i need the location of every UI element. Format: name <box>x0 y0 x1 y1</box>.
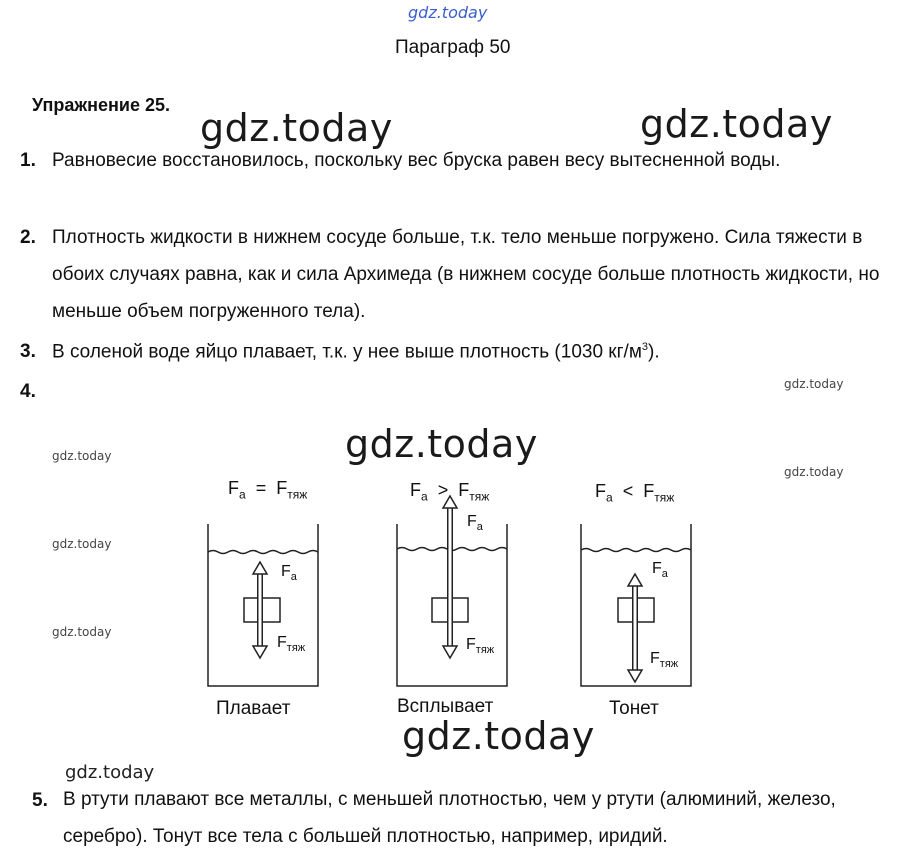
formula-2: $F_a > F_{тяж}$ <box>410 480 490 504</box>
watermark-small-4: gdz.today <box>52 537 112 551</box>
item-5-number: 5. <box>32 790 48 811</box>
water-line-1 <box>208 551 318 554</box>
force-g-label-1: $F_{тяж}$ <box>277 634 306 655</box>
item-1-number: 1. <box>20 150 36 171</box>
item-5-text: В ртути плавают все металлы, с меньшей плотностью, чем у ртути (алюминий, железо, серебро). Тонут все тела с большей плотностью, например, иридий. <box>63 789 836 847</box>
watermark-small-3: gdz.today <box>52 449 112 463</box>
watermark-big-3: gdz.today <box>345 422 538 466</box>
exercise-heading: Упражнение 25. <box>32 95 171 115</box>
force-a-label-2: $F_a$ <box>467 513 483 534</box>
formula-3: $F_a < F_{тяж}$ <box>595 481 675 505</box>
item-2-text: Плотность жидкости в нижнем сосуде больше, т.к. тело меньше погружено. Сила тяжести в обоих случаях равна, как и сила Архимеда (в нижнем сосуде больше плотность жидкости, но меньше объем погруженного тела). <box>52 227 880 322</box>
item-3-number: 3. <box>20 341 36 362</box>
item-2-number: 2. <box>20 227 36 248</box>
watermark-mid: gdz.today <box>65 762 155 783</box>
page-title: Параграф 50 <box>395 37 511 58</box>
item-1-text: Равновесие восстановилось, поскольку вес бруска равен весу вытесненной воды. <box>52 150 781 171</box>
force-g-label-3: $F_{тяж}$ <box>650 650 679 671</box>
watermark-small-5: gdz.today <box>52 625 112 639</box>
caption-sinks: Тонет <box>609 698 659 719</box>
item-3-text: В соленой воде яйцо плавает, т.к. у нее выше плотность (1030 $кг/м^3$). <box>52 341 660 363</box>
caption-floats: Плавает <box>216 698 291 719</box>
watermark-big-1: gdz.today <box>200 106 393 150</box>
force-a-label-1: $F_a$ <box>281 563 297 584</box>
caption-surfaces: Всплывает <box>397 696 494 717</box>
formula-1: $F_a = F_{тяж}$ <box>228 478 308 502</box>
force-g-label-2: $F_{тяж}$ <box>466 636 495 657</box>
watermark-big-2: gdz.today <box>640 102 833 146</box>
watermark-top: gdz.today <box>408 3 488 22</box>
item-4-number: 4. <box>20 381 36 402</box>
watermark-small-2: gdz.today <box>784 465 844 479</box>
watermark-small-1: gdz.today <box>784 377 844 391</box>
water-line-3 <box>581 549 691 552</box>
force-a-label-3: $F_a$ <box>652 560 668 581</box>
watermark-big-4: gdz.today <box>402 714 595 758</box>
